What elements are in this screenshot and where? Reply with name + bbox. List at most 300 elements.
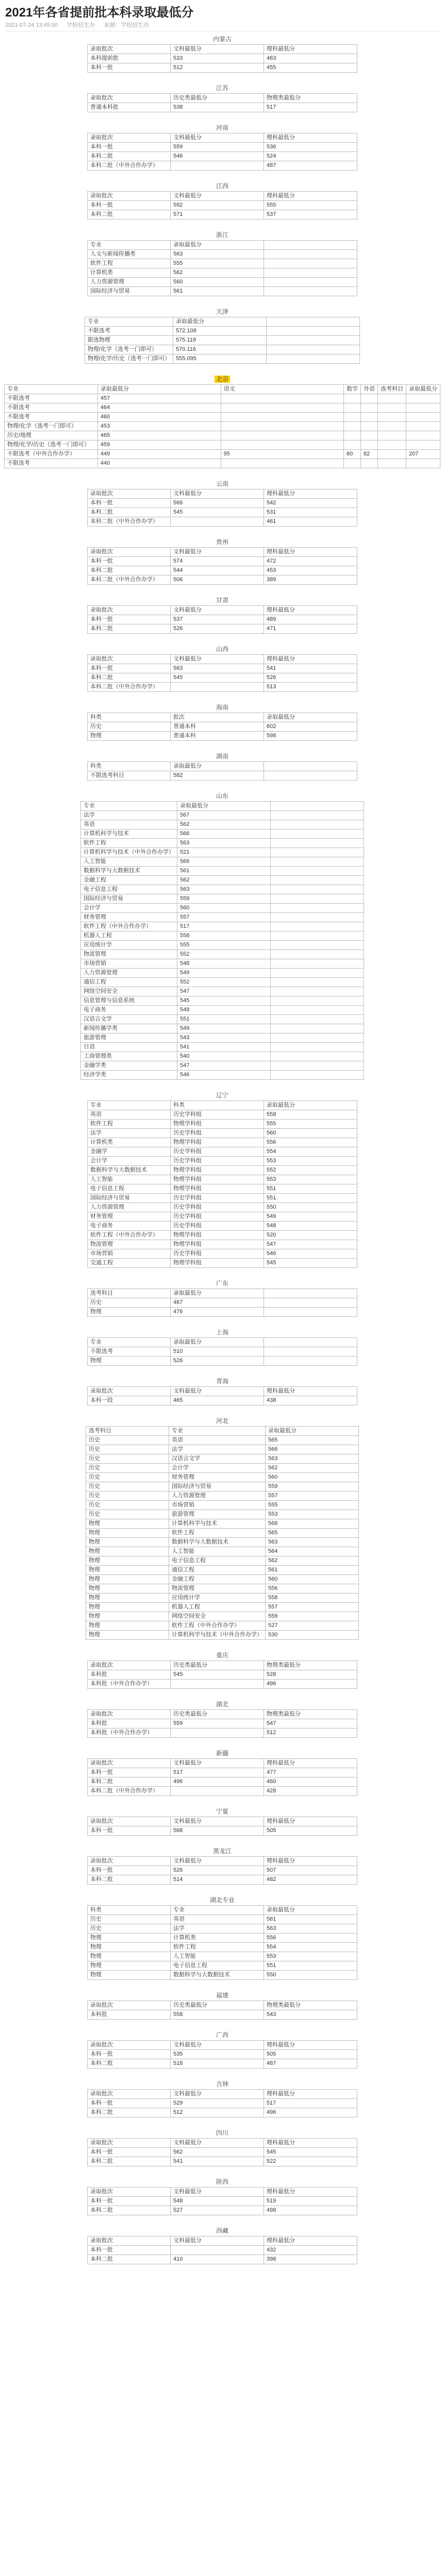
table-header-row [5,385,440,394]
table-row [86,1529,359,1538]
table-cell: 历史 [86,1510,169,1519]
region-name: 河北 [216,1417,228,1425]
table-row [5,459,440,468]
table-header-cell: 录取批次 [88,2139,171,2148]
table-cell: 440 [97,459,221,468]
table-cell: 国际经济与贸易 [169,1482,266,1492]
table-cell: 本科二批（中外合作办学） [88,575,171,585]
table-header-cell: 历史类最低分 [171,2001,264,2010]
table-row [81,996,364,1006]
table-header-row [88,606,357,615]
table-cell: 565 [266,1436,359,1445]
table-cell: 本科二批 [88,1777,171,1787]
table-cell [271,1024,364,1033]
table-cell: 会计学 [88,1157,171,1166]
table-cell: 568 [171,1826,264,1836]
table-cell: 物理 [86,1594,169,1603]
table-row [88,1259,357,1268]
table-cell: 555 [264,201,357,210]
table-cell: 本科提前批 [88,54,171,63]
table-cell: 562 [177,876,271,885]
table-row [86,1501,359,1510]
table-row [88,1298,357,1308]
table-cell [271,904,364,913]
table-header-cell: 理科最低分 [264,2188,357,2197]
table-cell: 533 [171,54,264,63]
table-cell: 物理/化学/历史（选考一门即可） [5,440,98,450]
table-cell: 软件工程 [169,1529,266,1538]
table-cell [344,440,361,450]
table-cell: 559 [266,1482,359,1492]
table-cell [406,403,440,413]
table-cell: 网络空间安全 [169,1612,266,1621]
table-row [85,345,359,354]
table-header-cell: 文科最低分 [171,1817,264,1826]
region-heading [4,791,440,801]
table-cell: 本科一批 [88,1826,171,1836]
table-cell: 455 [264,63,357,73]
table-cell [271,931,364,941]
table-header-cell: 录取批次 [88,548,171,557]
table-cell: 法学 [171,1924,264,1934]
table-cell: 本科一批 [88,615,171,624]
table-cell [221,459,343,468]
article-source: 来源：学校招生办 [104,22,150,28]
table-row [86,1584,359,1594]
table-cell: 563 [266,1538,359,1547]
table-header-cell: 录取最低分 [171,762,264,771]
region-name: 甘肃 [216,597,228,604]
table-cell: 财务管理 [81,913,177,922]
table-cell: 464 [97,403,221,413]
table-cell: 历史学科组 [171,1157,264,1166]
region-heading [4,751,440,761]
table-cell: 物流管理 [169,1584,266,1594]
region-name: 新疆 [216,1750,228,1757]
region-name: 宁夏 [216,1808,228,1815]
table-row [88,54,357,63]
score-section [4,1699,440,1738]
table-row [88,1680,357,1689]
table-cell: 软件工程 [81,839,177,848]
score-table [4,384,440,468]
table-header-cell: 录取批次 [88,2236,171,2246]
table-cell: 本科二批 [88,1875,171,1885]
table-cell: 556 [264,1138,357,1147]
table-cell: 英语 [171,1915,264,1924]
region-heading [4,1090,440,1100]
region-heading [4,1376,440,1386]
table-row [86,1464,359,1473]
table-cell: 602 [264,722,357,732]
table-cell: 552 [177,978,271,987]
table-cell [271,857,364,867]
table-cell [361,394,378,403]
table-header-cell: 文科最低分 [171,548,264,557]
table-cell: 本科二批（中外合作办学） [88,683,171,692]
table-cell: 512 [171,2108,264,2117]
table-cell: 历史 [86,1482,169,1492]
table-row [81,1006,364,1015]
table-row [88,1971,357,1980]
table-cell: 普通本科批 [88,103,171,112]
table-cell [264,287,357,296]
table-row [5,440,440,450]
score-table [87,133,357,171]
table-cell [378,440,406,450]
table-cell: 会计学 [81,904,177,913]
table-cell: 历史学科组 [171,1147,264,1157]
region-heading [4,2128,440,2138]
region-name: 西藏 [216,2227,228,2234]
table-cell: 人力资源管理 [81,969,177,978]
table-row [88,152,357,161]
table-header-cell: 物理类最低分 [264,2001,357,2010]
table-cell: 不限选考 [88,1347,171,1357]
table-cell: 计算机科学与技术 [169,1519,266,1529]
table-cell: 物理 [88,1308,171,1317]
table-cell: 物理学科组 [171,1240,264,1249]
table-row [88,2010,357,2020]
table-row [81,978,364,987]
table-cell: 572.108 [173,327,267,336]
table-cell: 历史 [88,1298,171,1308]
table-cell: 564 [266,1547,359,1556]
table-row [88,1129,357,1138]
table-cell [344,422,361,431]
table-cell: 537 [264,210,357,219]
table-row [88,1194,357,1203]
table-cell: 普通本科 [171,732,264,741]
table-cell: 不限选考 [85,327,173,336]
table-row [88,1396,357,1405]
table-row [88,1222,357,1231]
table-row [85,327,359,336]
table-cell: 汉语言文学 [81,1015,177,1024]
table-row [88,250,357,259]
table-row [81,1043,364,1052]
table-cell: 561 [264,1915,357,1924]
table-cell: 555.095 [173,354,267,364]
table-cell [271,1061,364,1071]
table-header-cell: 理科最低分 [264,2139,357,2148]
table-cell: 物理/化学/历史（选考一门即可） [85,354,173,364]
table-header-cell: 数学 [344,385,361,394]
table-cell: 410 [171,2255,264,2264]
table-cell: 计算机科学与技术（中外合作办学） [81,848,177,857]
table-cell [267,354,360,364]
table-cell: 550 [264,1203,357,1212]
table-row [88,732,357,741]
table-cell [378,459,406,468]
table-cell: 518 [171,2059,264,2069]
table-cell: 549 [177,1024,271,1033]
table-header-cell [264,241,357,250]
table-cell [378,422,406,431]
table-cell: 530 [266,1631,359,1640]
table-header-cell: 科类 [171,1101,264,1110]
table-cell [271,941,364,950]
score-table [87,2138,357,2166]
table-row [86,1612,359,1621]
table-cell: 国际经济与贸易 [88,287,171,296]
score-table [87,2089,357,2117]
table-cell: 463 [264,54,357,63]
table-row [88,1768,357,1777]
table-cell [264,1357,357,1366]
table-cell: 历史学科组 [171,1110,264,1120]
table-cell: 物理 [88,1357,171,1366]
score-table [87,713,357,741]
table-cell [271,978,364,987]
score-table [87,2040,357,2069]
table-cell: 531 [264,508,357,517]
region-heading [4,230,440,240]
table-header-cell: 录取批次 [88,2090,171,2099]
table-cell [271,1052,364,1061]
table-cell: 559 [177,894,271,904]
table-cell [264,259,357,268]
region-name: 湖北 [216,1701,228,1708]
table-cell: 本科二批 [88,2206,171,2215]
table-cell: 电子商务 [88,1222,171,1231]
table-cell: 电子信息工程 [88,1184,171,1194]
table-cell: 545 [171,1670,264,1680]
table-header-cell: 理科最低分 [264,1857,357,1866]
table-cell [171,683,264,692]
table-cell: 物理 [86,1529,169,1538]
region-name: 辽宁 [216,1092,228,1099]
table-header-cell: 录取最低分 [266,1427,359,1436]
table-header-row [88,1387,357,1396]
table-cell: 软件工程 [171,1943,264,1952]
table-row [88,2197,357,2206]
table-cell: 本科一批 [88,1866,171,1875]
table-header-cell: 文科最低分 [171,655,264,664]
table-cell: 历史 [86,1464,169,1473]
table-cell: 本科一批 [88,664,171,673]
table-cell: 金融工程 [81,876,177,885]
table-cell: 487 [264,161,357,171]
table-row [81,959,364,969]
table-cell: 物理 [86,1556,169,1566]
table-cell [361,403,378,413]
table-header-cell: 录取批次 [88,2188,171,2197]
table-cell [171,1680,264,1689]
table-cell: 旅游管理 [81,1033,177,1043]
table-row [88,1347,357,1357]
table-header-cell: 理科最低分 [264,548,357,557]
table-cell: 本科批 [88,1719,171,1728]
table-cell: 547 [177,987,271,996]
region-name: 山西 [216,646,228,653]
table-row [81,1024,364,1033]
table-cell: 旅游管理 [169,1510,266,1519]
table-header-cell: 理科最低分 [264,655,357,664]
table-cell: 546 [177,1071,271,1080]
table-cell [264,1347,357,1357]
table-row [5,422,440,431]
table-cell: 561 [171,287,264,296]
table-row [88,1138,357,1147]
table-header-cell: 录取最低分 [97,385,221,394]
table-cell: 本科一批 [88,2246,171,2255]
table-cell: 428 [264,1787,357,1796]
table-row [86,1594,359,1603]
table-header-cell: 文科最低分 [171,1759,264,1768]
table-cell: 535 [171,2050,264,2059]
table-cell: 数据科学与大数据技术 [81,867,177,876]
table-cell: 507 [264,1866,357,1875]
table-cell: 545 [264,2148,357,2157]
score-section [4,123,440,171]
table-cell: 527 [266,1621,359,1631]
table-cell: 数据科学与大数据技术 [171,1971,264,1980]
table-cell [267,327,360,336]
table-cell: 545 [171,673,264,683]
table-cell: 561 [177,867,271,876]
table-cell: 历史 [86,1473,169,1482]
table-cell: 552 [177,950,271,959]
table-cell [264,1298,357,1308]
table-row [88,508,357,517]
table-header-cell: 专业 [88,1101,171,1110]
table-row [86,1547,359,1556]
table-cell: 482 [264,1875,357,1885]
table-cell: 545 [264,1259,357,1268]
table-row [88,1184,357,1194]
table-cell: 551 [264,1961,357,1971]
table-header-cell: 理科最低分 [264,2236,357,2246]
table-cell: 559 [171,143,264,152]
table-row [88,2059,357,2069]
region-name: 天津 [216,308,228,315]
table-cell: 522 [264,2157,357,2166]
table-cell: 566 [177,857,271,867]
table-cell: 本科一批 [88,201,171,210]
table-cell: 389 [264,575,357,585]
table-cell: 英语 [88,1110,171,1120]
table-cell: 人工智能 [81,857,177,867]
score-table [87,1289,357,1317]
score-table [87,1856,357,1885]
table-cell [361,440,378,450]
score-section [4,595,440,634]
table-cell: 物流管理 [81,950,177,959]
table-cell: 60 [344,450,361,459]
table-header-cell: 语文 [221,385,343,394]
table-cell: 517 [171,1768,264,1777]
table-row [5,403,440,413]
table-row [88,1157,357,1166]
table-cell: 467 [171,1298,264,1308]
table-cell: 财务管理 [169,1473,266,1482]
table-cell [271,811,364,820]
table-row [88,517,357,527]
table-cell: 日语 [81,1043,177,1052]
table-cell: 历史 [88,722,171,732]
table-cell: 562 [266,1556,359,1566]
region-name: 云南 [216,480,228,487]
table-cell: 546 [264,1249,357,1259]
table-cell: 566 [171,499,264,508]
table-row [88,1875,357,1885]
table-cell [378,413,406,422]
score-table [85,317,360,364]
table-cell [406,422,440,431]
table-cell: 559 [171,1719,264,1728]
table-header-row [81,802,364,811]
table-cell: 物理学科组 [171,1166,264,1175]
table-cell: 563 [264,1924,357,1934]
table-cell: 526 [171,624,264,634]
table-cell [267,336,360,345]
table-cell: 信息管理与信息系统 [81,996,177,1006]
table-row [5,394,440,403]
table-row [86,1538,359,1547]
table-cell [361,431,378,440]
score-section [4,1327,440,1366]
table-row [81,857,364,867]
table-cell: 553 [264,1157,357,1166]
table-cell: 514 [171,1875,264,1885]
table-row [88,1719,357,1728]
table-row [81,904,364,913]
table-cell: 496 [171,1777,264,1787]
table-cell: 本科批 [88,1670,171,1680]
table-header-cell: 录取最低分 [177,802,271,811]
table-cell [264,771,357,781]
table-header-row [88,1817,357,1826]
score-section [4,1806,440,1836]
table-cell: 545 [177,996,271,1006]
table-row [88,2148,357,2157]
table-header-cell: 理科最低分 [264,2090,357,2099]
table-cell: 工商管理类 [81,1052,177,1061]
table-cell: 物理 [86,1538,169,1547]
table-row [88,664,357,673]
score-table [87,1660,357,1689]
table-cell: 449 [97,450,221,459]
score-section [4,1090,440,1268]
table-cell: 本科二批 [88,508,171,517]
table-cell: 526 [171,1357,264,1366]
table-row [88,615,357,624]
score-section [4,791,440,1080]
table-row [88,278,357,287]
table-cell: 560 [177,904,271,913]
table-cell: 571 [171,210,264,219]
table-cell: 软件工程 [88,259,171,268]
score-table [87,547,357,585]
table-header-row [88,1759,357,1768]
table-cell: 541 [177,1043,271,1052]
table-cell [264,278,357,287]
table-header-cell: 理科最低分 [264,192,357,201]
table-cell: 本科二批 [88,2255,171,2264]
region-name: 浙江 [216,231,228,239]
score-section [4,2128,440,2166]
table-header-cell: 录取批次 [88,94,171,103]
table-header-cell: 录取批次 [88,45,171,54]
table-cell: 金融工程 [169,1575,266,1584]
table-cell: 517 [264,2099,357,2108]
table-row [81,950,364,959]
table-row [88,1728,357,1738]
table-cell: 汉语言文学 [169,1454,266,1464]
table-cell: 物理 [88,1971,171,1980]
table-cell [221,422,343,431]
